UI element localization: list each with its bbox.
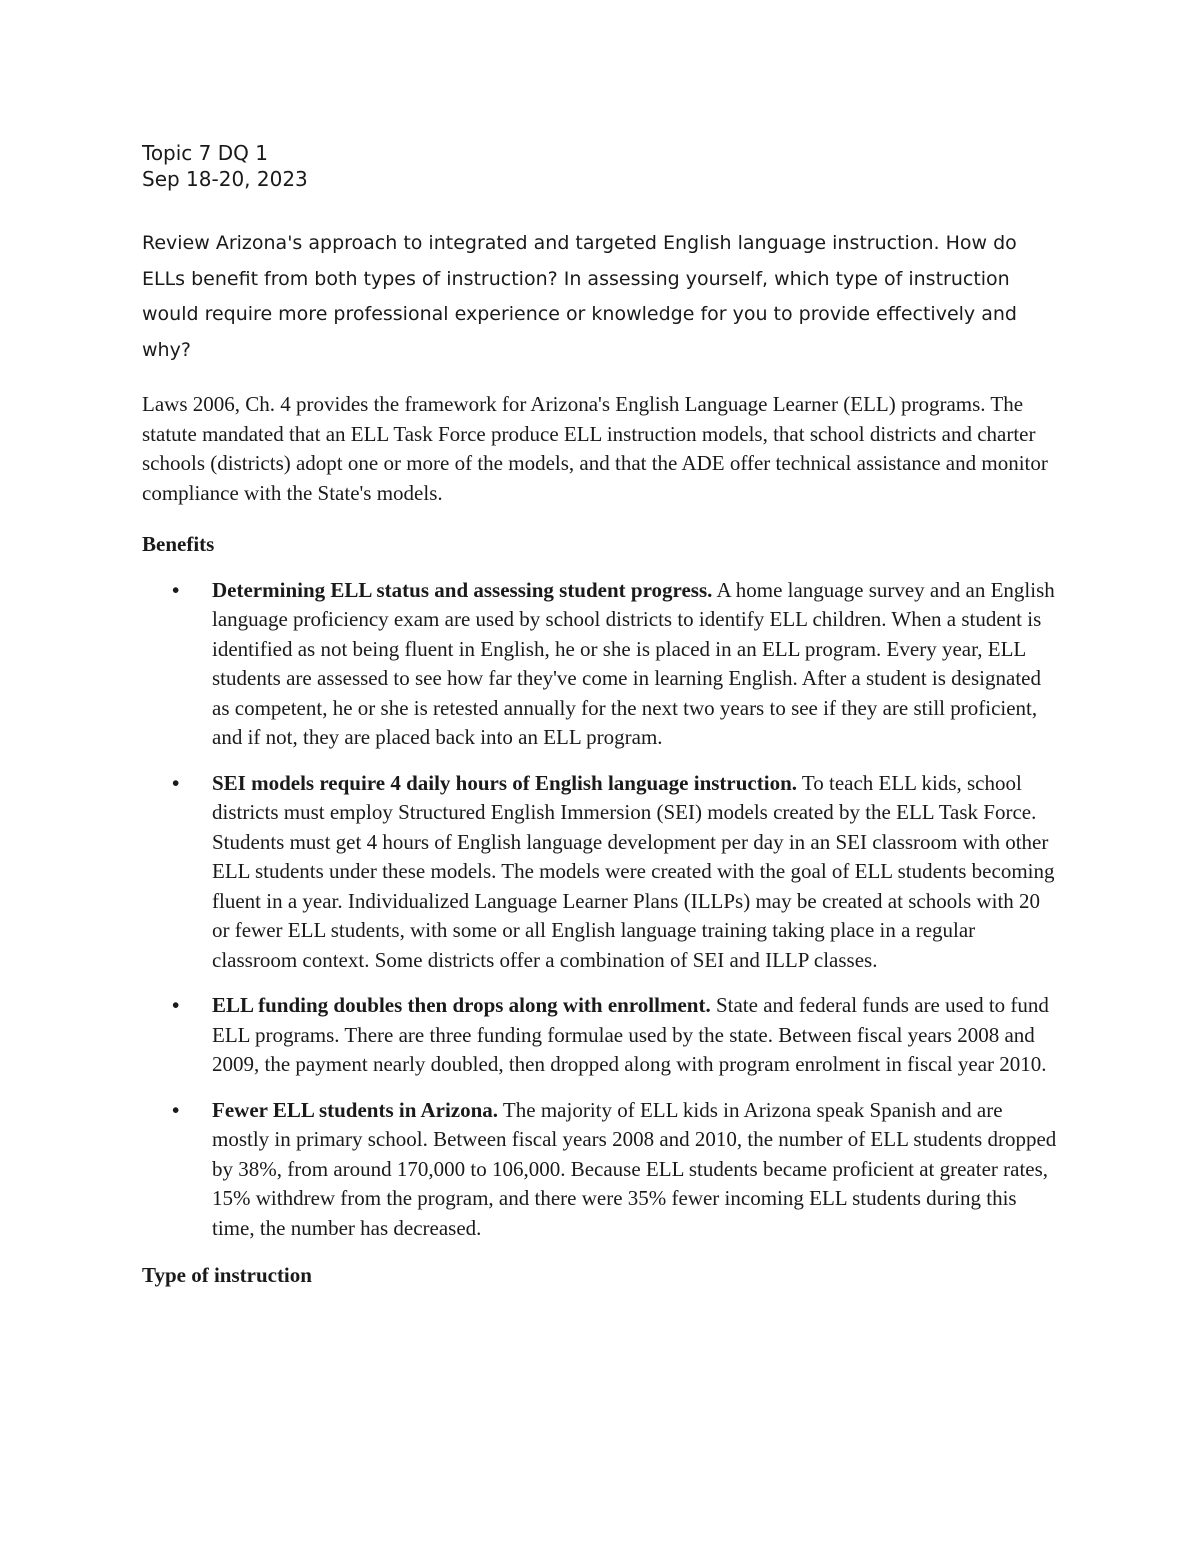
bullet-icon: • bbox=[172, 577, 180, 602]
bullet-icon: • bbox=[172, 1097, 180, 1122]
list-item-text: A home language survey and an English language proficiency exam are used by school districts to identify ELL children. When a student is identified as not being fluent in English, he or she is placed in an ELL program. Every year, ELL students are assessed to see how far they've come in learning English. After a student is designated as competent, he or she is retested annually for the next two years to see if they are still proficient, and if not, they are placed back into an ELL program. bbox=[212, 577, 1055, 749]
list-item-lead: Determining ELL status and assessing student progress. bbox=[212, 577, 713, 602]
intro-paragraph: Laws 2006, Ch. 4 provides the framework for Arizona's English Language Learner (ELL) programs. The statute mandated that an ELL Task Force produce ELL instruction models, that school districts and charter schools (districts) adopt one or more of the models, and that the ADE offer technical assistance and monitor compliance with the State's models. bbox=[142, 392, 1048, 505]
list-item-text: To teach ELL kids, school districts must employ Structured English Immersion (SEI) models created by the ELL Task Force. Students must get 4 hours of English language development per day in an SEI classroom with other ELL students under these models. The models were created with the goal of ELL students becoming fluent in a year. Individualized Language Learner Plans (ILLPs) may be created at schools with 20 or fewer ELL students, with some or all English language training taking place in a regular classroom context. Some districts offer a combination of SEI and ILLP classes. bbox=[212, 770, 1055, 972]
document-date: Sep 18-20, 2023 bbox=[142, 167, 308, 191]
bullet-icon: • bbox=[172, 993, 180, 1017]
document-title: Topic 7 DQ 1 bbox=[142, 141, 268, 165]
benefits-list bbox=[142, 576, 1062, 1244]
discussion-prompt: Review Arizona's approach to integrated and targeted English language instruction. How do ELLs benefit from both types of instruction? In assessing yourself, which type of instruction would require more professional experience or knowledge for you to provide effectively and why? bbox=[142, 232, 1017, 361]
list-item-lead: SEI models require 4 daily hours of English language instruction. bbox=[212, 770, 797, 795]
list-item-text: State and federal funds are used to fund ELL programs. There are three funding formulae used by the state. Between fiscal years 2008 and 2009, the payment nearly doubled, then dropped along with program enrolment in fiscal year 2010. bbox=[212, 993, 1049, 1076]
bullet-icon: • bbox=[172, 770, 180, 795]
list-item-text: The majority of ELL kids in Arizona speak Spanish and are mostly in primary school. Between fiscal years 2008 and 2010, the number of ELL students dropped by 38%, from around 170,000 to 106,000. Because ELL students became proficient at greater rates, 15% withdrew from the program, and there were 35% fewer incoming ELL students during this time, the number has decreased. bbox=[212, 1097, 1057, 1240]
list-item bbox=[142, 1096, 1062, 1244]
list-item-lead: ELL funding doubles then drops along with enrollment. bbox=[212, 993, 711, 1017]
type-of-instruction-heading: Type of instruction bbox=[142, 1263, 312, 1287]
benefits-heading: Benefits bbox=[142, 532, 215, 556]
document-page bbox=[142, 140, 1062, 1307]
list-item bbox=[142, 769, 1062, 976]
list-item-lead: Fewer ELL students in Arizona. bbox=[212, 1097, 499, 1122]
list-item bbox=[142, 576, 1062, 753]
list-item bbox=[142, 991, 1062, 1080]
